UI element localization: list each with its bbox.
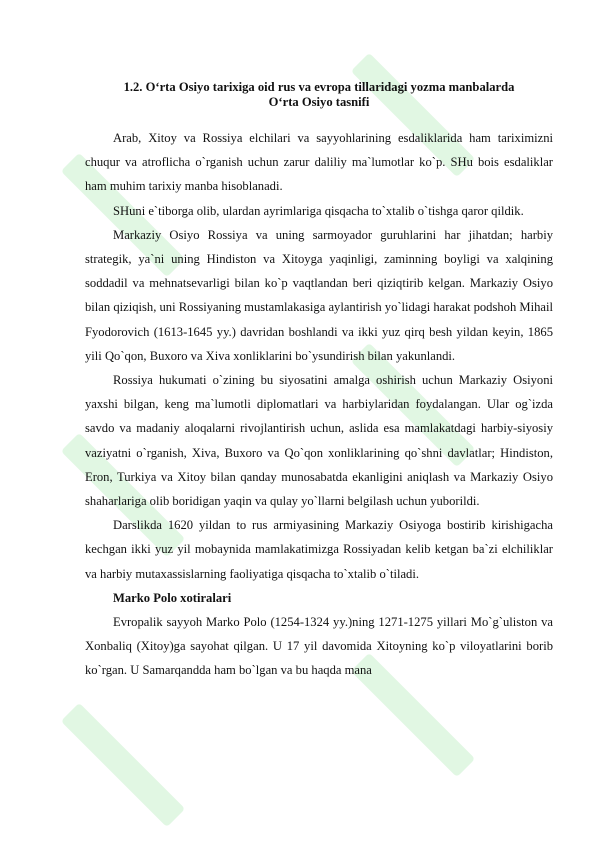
section-title-line1: 1.2. O‘rta Osiyo tarixiga oid rus va evropa tillaridagi yozma manbalarda	[123, 80, 515, 94]
paragraph-5: Darslikda 1620 yildan to rus armiyasining Markaziy Osiyoga bostirib kirishigacha kechgan ikki yuz yil mobaynida mamlakatimizga Rossiyadan kelib ketgan ba`zi elchiliklar va harbiy mutaxassislarning faoliyatiga qisqacha to`xtalib o`tiladi.	[85, 518, 553, 581]
paragraph-6: Evropalik sayyoh Marko Polo (1254-1324 yy.)ning 1271-1275 yillari Mo`g`uliston va Xonbaliq (Xitoy)ga sayohat qilgan. U 17 yil davomida Xitoyning ko`p viloyatlarini borib ko`rgan. U Samarqandda ham bo`lgan va bu haqda mana	[85, 615, 553, 678]
section-title	[85, 80, 553, 110]
subheading-marko-polo: Marko Polo xotiralari	[113, 590, 232, 605]
paragraph-2: SHuni e`tiborga olib, ulardan ayrimlariga qisqacha to`xtalib o`tishga qaror qildik.	[113, 203, 524, 218]
paragraph-4: Rossiya hukumati o`zining bu siyosatini amalga oshirish uchun Markaziy Osiyoni yaxshi bilgan, keng ma`lumotli diplomatlari va harbiylaridan foydalangan. Ular og`izda savdo va madaniy aloqalarni rivojlantirish uchun, aslida esa mamlakatdagi harbiy-siyosiy vaziyatni o`rganish, Xiva, Buxoro va Qo`qon xonliklarining qo`shni davlatlar; Hindiston, Eron, Turkiya va Xitoy bilan qanday munosabatda ekanligini aniqlash va Markaziy Osiyo shaharlariga olib boridigan yaqin va qulay yo`llarni belgilash uchun yuborildi.	[85, 373, 553, 509]
paragraph-1: Arab, Xitoy va Rossiya elchilari va sayyohlarining esdaliklarida ham tariximizni chuqur va atroflicha o`rganish uchun zarur daliliy ma`lumotlar ko`p. SHu bois esdaliklar ham muhim tarixiy manba hisoblanadi.	[85, 131, 553, 194]
watermark-mark	[61, 703, 185, 827]
section-title-line2: O‘rta Osiyo tasnifi	[268, 95, 370, 109]
paragraph-3: Markaziy Osiyo Rossiya va uning sarmoyador guruhlarini har jihatdan; harbiy strategik, ya`ni uning Hindiston va Xitoyga yaqinligi, zaminning boyligi va xalqining soddadil va mehnatsevarligi bilan ko`p vaqtlandan beri qiziqtirib kelgan. Markaziy Osiyo bilan qiziqish, uni Rossiyaning mustamlakasiga aylantirish yo`lidagi harakat podshoh Mihail Fyodorovich (1613-1645 yy.) davridan boshlandi va ikki yuz qirq besh yildan keyin, 1865 yili Qo`qon, Buxoro va Xiva xonliklarini bo`ysundirish bilan yakunlandi.	[85, 227, 553, 363]
document-body	[85, 80, 553, 683]
